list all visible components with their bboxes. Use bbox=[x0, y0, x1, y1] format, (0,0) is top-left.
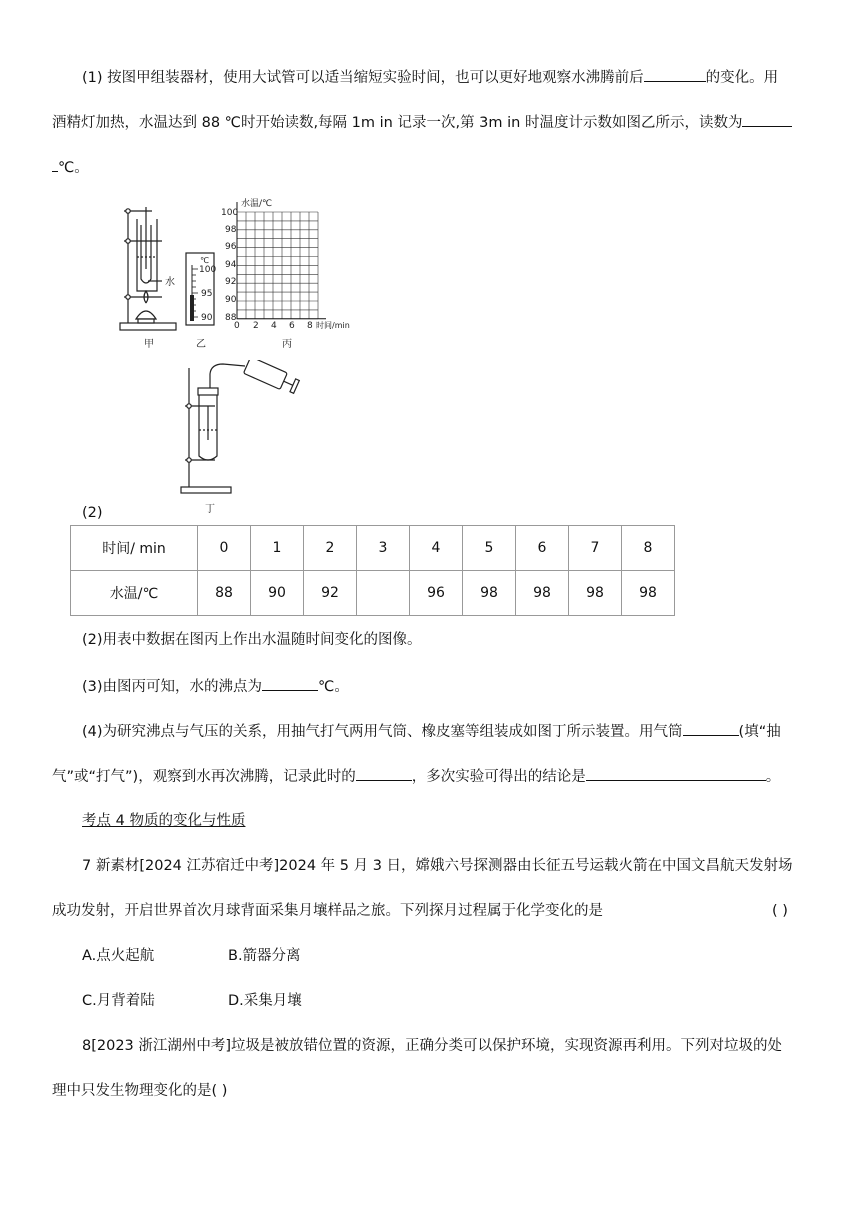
answer-blank[interactable] bbox=[262, 676, 318, 691]
q7-option-c[interactable]: C.月背着陆 bbox=[82, 993, 155, 1009]
figure-label-jia: 甲 bbox=[144, 339, 154, 350]
figure-label-bing: 丙 bbox=[282, 339, 292, 350]
table-cell: 0 bbox=[198, 526, 251, 571]
answer-blank[interactable] bbox=[356, 766, 412, 781]
thermo-tick: 100 bbox=[199, 265, 217, 275]
q4-line1: (4)为研究沸点与气压的关系，用抽气打气两用气筒、橡皮塞等组装成如图丁所示装置。用气筒 (填“抽 bbox=[82, 721, 781, 742]
table-row-head: 时间/ min bbox=[71, 526, 198, 571]
graph-ytick: 100 bbox=[221, 208, 239, 218]
figure-label-yi: 乙 bbox=[196, 339, 206, 350]
table-cell: 96 bbox=[410, 571, 463, 616]
table-cell: 90 bbox=[251, 571, 304, 616]
graph-bing bbox=[221, 197, 350, 331]
q7-line1: 7 新素材[2024 江苏宿迁中考]2024 年 5 月 3 日，嫦娥六号探测器由长征五号运载火箭在中国文昌航天发射场 bbox=[82, 858, 793, 874]
graph-ytick: 90 bbox=[225, 295, 237, 305]
q8-line1: 8[2023 浙江湖州中考]垃圾是被放错位置的资源，正确分类可以保护环境，实现资源再利用。下列对垃圾的处 bbox=[82, 1038, 783, 1054]
figure-apparatus-graph bbox=[110, 195, 380, 355]
water-label: 水 bbox=[165, 277, 175, 288]
graph-xtick: 4 bbox=[271, 321, 277, 331]
apparatus-jia bbox=[120, 207, 176, 330]
q1-line1: (1) 按图甲组装器材，使用大试管可以适当缩短实验时间，也可以更好地观察水沸腾前后 的变化。用 bbox=[82, 67, 778, 88]
table-cell: 92 bbox=[304, 571, 357, 616]
table-cell: 98 bbox=[463, 571, 516, 616]
table-cell: 6 bbox=[516, 526, 569, 571]
graph-ylabel: 水温/℃ bbox=[241, 199, 273, 209]
table-cell: 1 bbox=[251, 526, 304, 571]
table-cell: 98 bbox=[569, 571, 622, 616]
q8-line2: 理中只发生物理变化的是( ) bbox=[52, 1083, 228, 1099]
table-cell: 88 bbox=[198, 571, 251, 616]
graph-ytick: 98 bbox=[225, 225, 237, 235]
data-table bbox=[70, 525, 675, 616]
graph-ytick: 94 bbox=[225, 260, 237, 270]
graph-ytick: 92 bbox=[225, 277, 237, 287]
table-row bbox=[71, 526, 675, 571]
graph-xtick: 2 bbox=[253, 321, 259, 331]
graph-ytick: 88 bbox=[225, 313, 237, 323]
table-row-head: 水温/℃ bbox=[71, 571, 198, 616]
table-cell: 98 bbox=[516, 571, 569, 616]
table-cell: 2 bbox=[304, 526, 357, 571]
q7-line2: 成功发射，开启世界首次月球背面采集月壤样品之旅。下列探月过程属于化学变化的是 bbox=[52, 903, 603, 919]
q7-answer-paren[interactable]: ( ) bbox=[772, 903, 788, 919]
table-cell: 4 bbox=[410, 526, 463, 571]
table-cell: 8 bbox=[622, 526, 675, 571]
table-cell: 3 bbox=[357, 526, 410, 571]
q7-option-d[interactable]: D.采集月壤 bbox=[228, 993, 302, 1009]
graph-xlabel: 时间/min bbox=[316, 321, 350, 330]
graph-xtick: 6 bbox=[289, 321, 295, 331]
table-row bbox=[71, 571, 675, 616]
graph-xtick: 0 bbox=[234, 321, 240, 331]
q7-option-b[interactable]: B.箭器分离 bbox=[228, 948, 301, 964]
answer-blank[interactable] bbox=[586, 766, 766, 781]
q1-line3: ℃。 bbox=[52, 157, 89, 178]
q3-line: (3)由图丙可知，水的沸点为 ℃。 bbox=[82, 676, 349, 697]
thermo-unit: ℃ bbox=[200, 256, 209, 265]
table-cell: 5 bbox=[463, 526, 516, 571]
table-cell: 98 bbox=[622, 571, 675, 616]
graph-xtick: 8 bbox=[307, 321, 313, 331]
thermo-tick: 90 bbox=[201, 313, 213, 323]
answer-blank[interactable] bbox=[644, 67, 706, 82]
figure-label-ding: 丁 bbox=[205, 504, 215, 515]
q2-text: (2)用表中数据在图丙上作出水温随时间变化的图像。 bbox=[82, 632, 422, 648]
q7-option-a[interactable]: A.点火起航 bbox=[82, 948, 155, 964]
answer-blank[interactable] bbox=[742, 112, 792, 127]
graph-ytick: 96 bbox=[225, 242, 237, 252]
table-cell: 7 bbox=[569, 526, 622, 571]
apparatus-ding bbox=[175, 360, 310, 516]
answer-blank[interactable] bbox=[683, 721, 739, 736]
q1-line2: 酒精灯加热，水温达到 88 ℃时开始读数,每隔 1m in 记录一次,第 3m in 时温度计示数如图乙所示，读数为 bbox=[52, 112, 792, 133]
table-cell-blank[interactable] bbox=[357, 571, 410, 616]
q2-label: (2) bbox=[82, 505, 103, 521]
section-title: 考点 4 物质的变化与性质 bbox=[82, 813, 246, 829]
thermo-tick: 95 bbox=[201, 289, 213, 299]
q4-line2: 气”或“打气”)，观察到水再次沸腾，记录此时的 ，多次实验可得出的结论是 。 bbox=[52, 766, 780, 787]
